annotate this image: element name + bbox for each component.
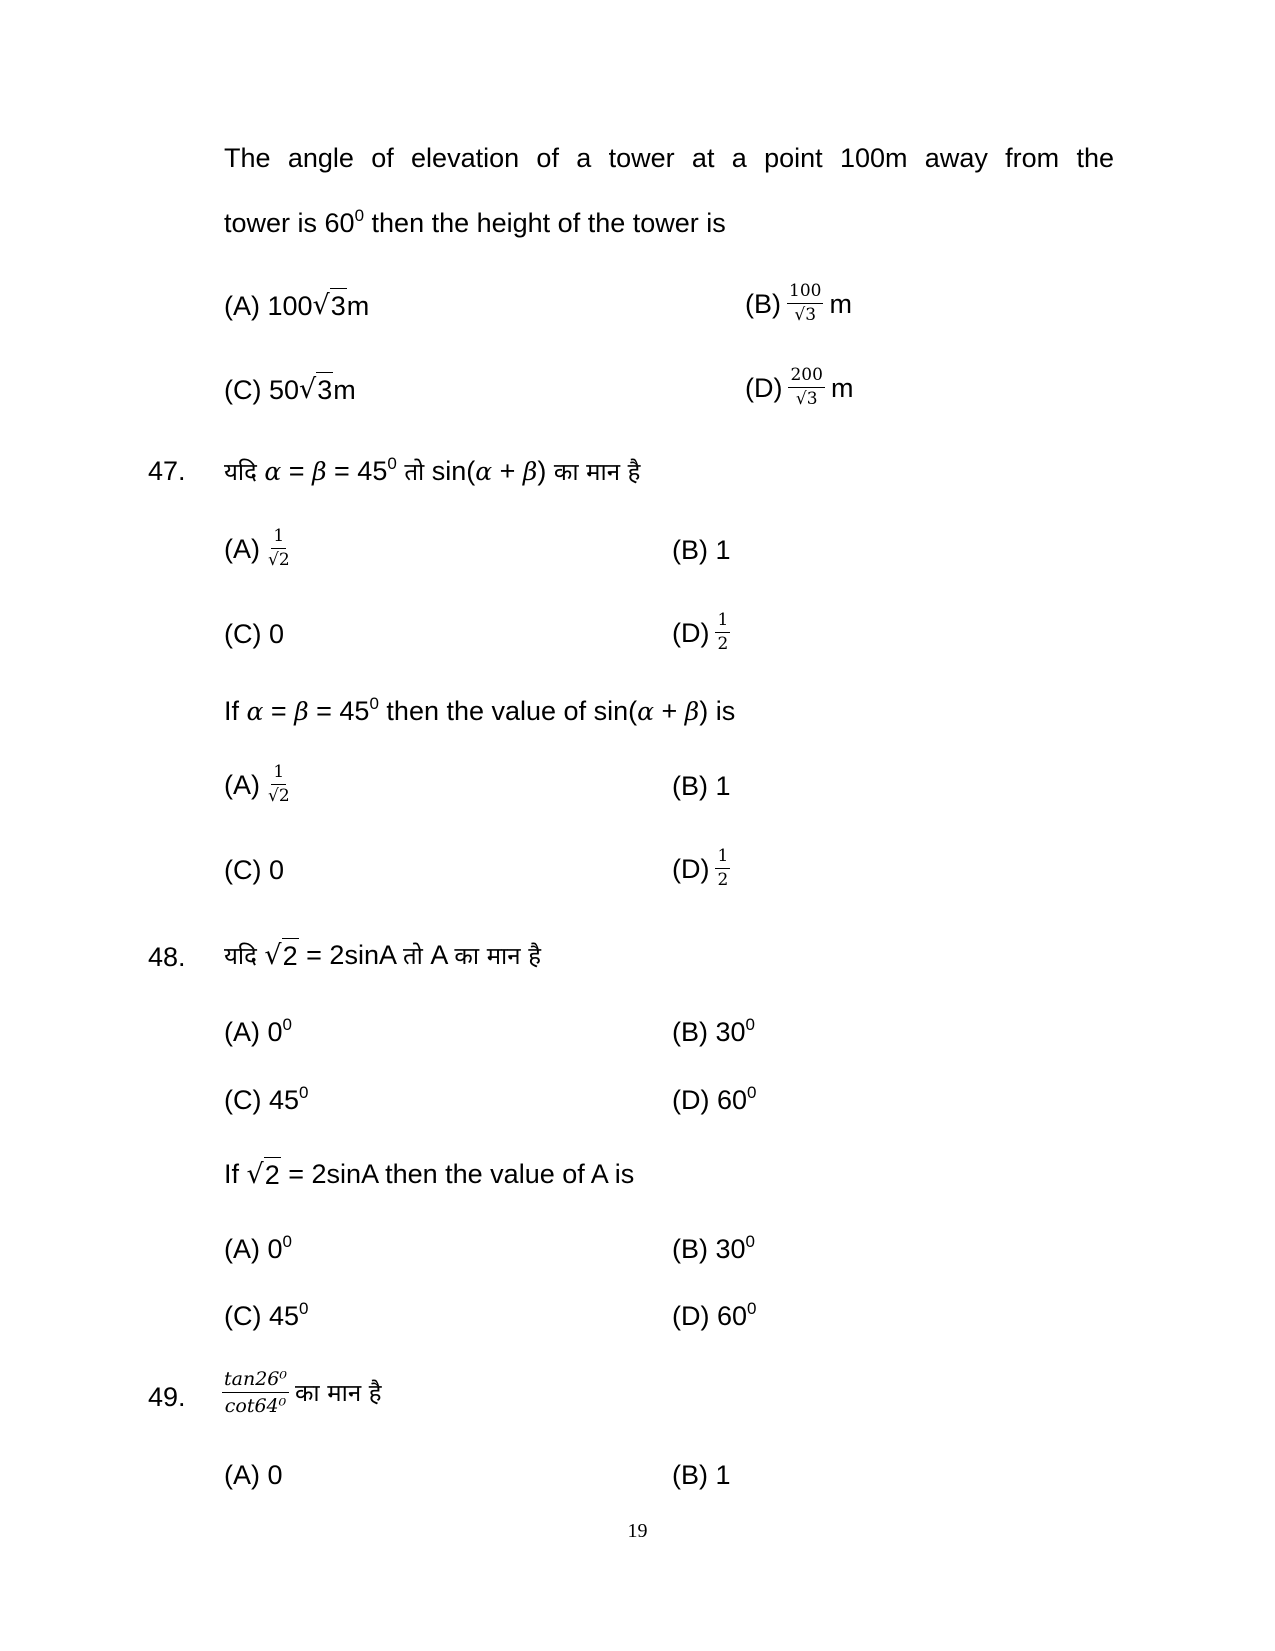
q48-en-option-b: (B) $30^0$ [672,1232,755,1264]
q49-option-a: (A) 0 [224,1460,283,1490]
q46-en-line2: tower is $60^0$ then the height of the tower is [224,206,726,238]
q46-option-b: (B) $\frac{100}{√3}$ m [745,281,852,325]
fraction: $\frac{200}{√3}$ [790,365,823,409]
q46-option-a: (A) 100 √ 3 m [224,290,370,321]
q48-hi-option-a: (A) $0^0$ [224,1015,292,1047]
q47-hi-option-a: (A) $\frac{1}{√2}$ [224,526,290,570]
q46-option-c: (C) 50 √ 3 m [224,374,356,405]
q47-en-option-c: (C) 0 [224,855,284,885]
q48-en-option-c: (C) $45^0$ [224,1299,309,1331]
q48-hindi-stem: यदि √ 2 = 2sinA तो A का मान है [224,940,541,971]
q47-en-option-b: (B) 1 [672,771,731,801]
q47-english-stem: If $\alpha = \beta = 45^0$ then the value of sin(α + β) is [224,694,736,726]
q47-hi-option-d: (D) $\frac{1}{2}$ [672,610,729,654]
q49-option-b: (B) 1 [672,1460,731,1490]
q48-hi-option-d: (D) $60^0$ [672,1083,757,1115]
q47-en-option-d: (D) $\frac{1}{2}$ [672,846,729,890]
fraction: $\frac{1}{2}$ [717,846,729,890]
page-number: 19 [627,1520,648,1542]
fraction: $\frac{1}{2}$ [717,610,729,654]
q47-hi-option-b: (B) 1 [672,535,731,565]
fraction: $\frac{1}{√2}$ [268,526,290,570]
question-number-48: 48. [148,942,186,972]
q46-en-line1: The angle of elevation of a tower at a point 100m away from the [224,143,1114,173]
q48-english-stem: If √ 2 = 2sinA then the value of A is [224,1159,635,1190]
question-number-47: 47. [148,456,186,486]
fraction: $\frac{100}{√3}$ [789,281,822,325]
q47-hindi-stem: यदि $\alpha = \beta = 45^0$ तो sin(α + β) का मान है [224,454,641,486]
q48-hi-option-c: (C) $45^0$ [224,1083,309,1115]
q48-en-option-d: (D) $60^0$ [672,1299,757,1331]
q46-option-d: (D) $\frac{200}{√3}$ m [745,365,854,409]
question-number-49: 49. [148,1382,186,1412]
q48-hi-option-b: (B) $30^0$ [672,1015,755,1047]
q47-en-option-a: (A) $\frac{1}{√2}$ [224,762,290,806]
q48-en-option-a: (A) $0^0$ [224,1232,292,1264]
q49-hindi-stem: $\frac{\text{tan26⁰}}{\text{cot64⁰}}$ का मान है [224,1368,382,1417]
fraction: $\frac{\text{tan26⁰}}{\text{cot64⁰}}$ [224,1368,287,1417]
q47-hi-option-c: (C) 0 [224,619,284,649]
fraction: $\frac{1}{√2}$ [268,762,290,806]
